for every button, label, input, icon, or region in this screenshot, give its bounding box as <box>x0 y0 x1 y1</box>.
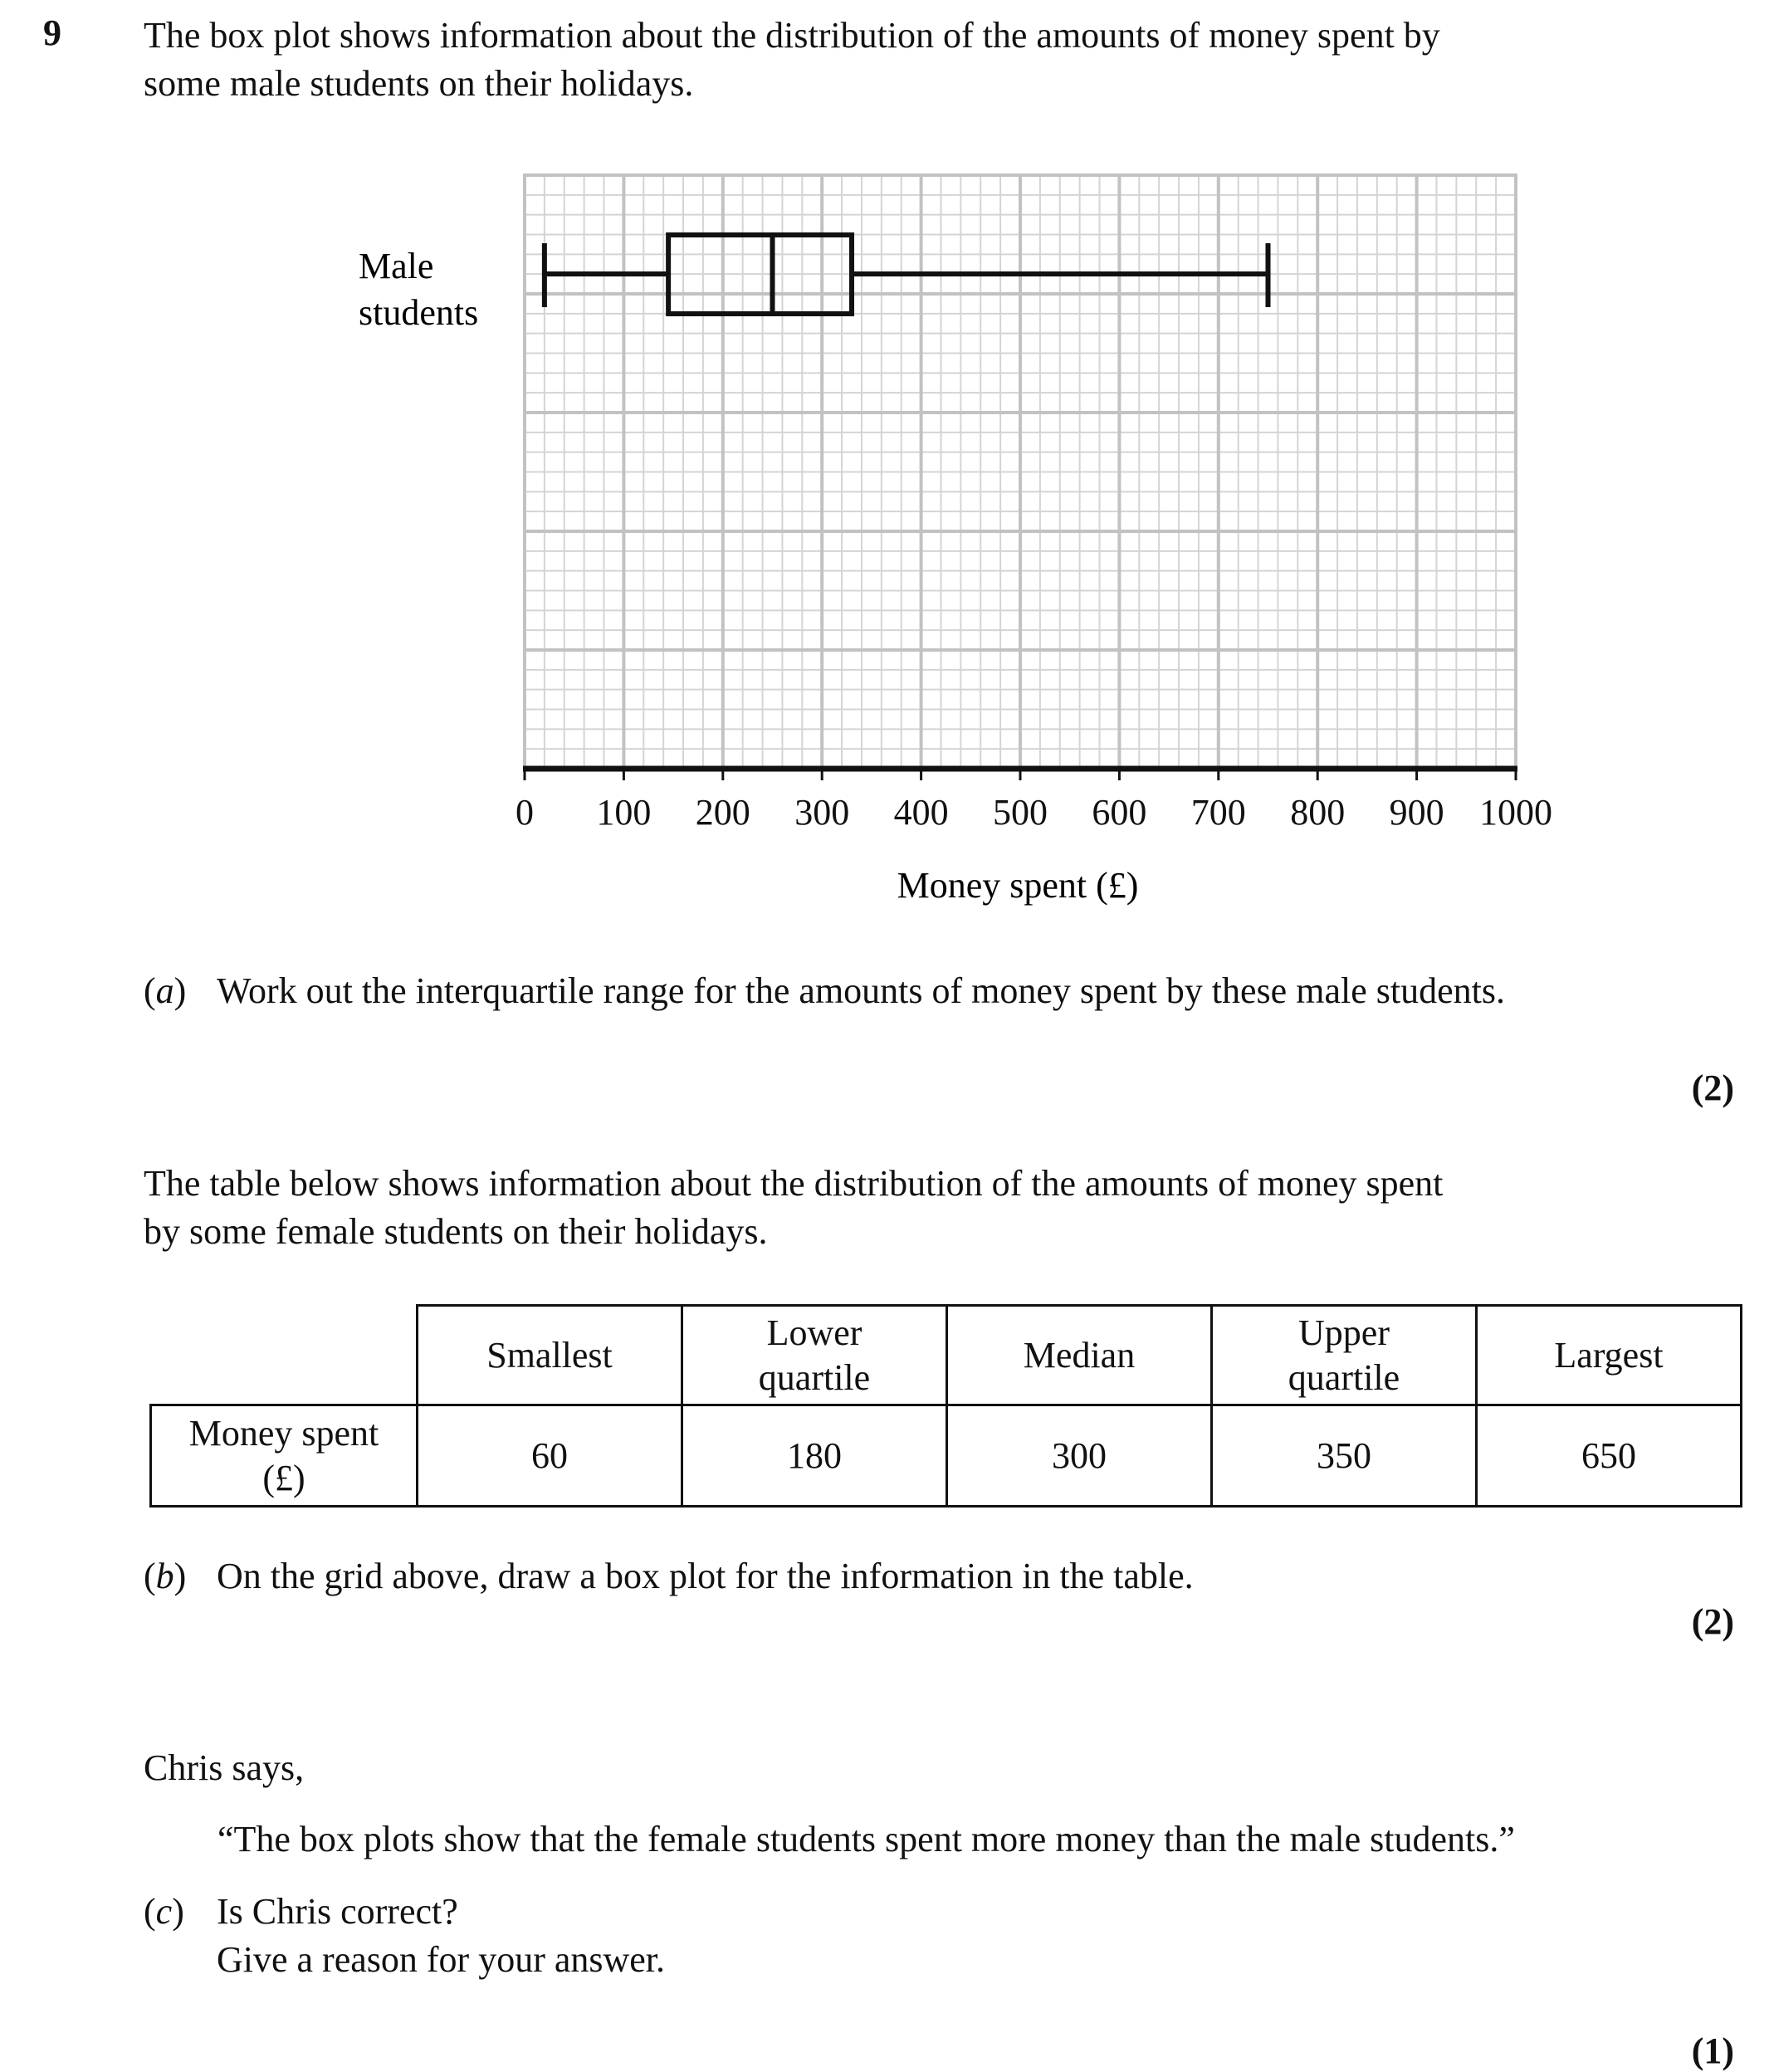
part-a-label: (a) <box>144 970 187 1011</box>
x-tick-label: 200 <box>695 792 750 833</box>
series-label-line-2: students <box>359 292 479 333</box>
chris-says: Chris says, <box>144 1747 305 1788</box>
x-tick-labels <box>516 792 1552 833</box>
intro-line-2: some male students on their holidays. <box>144 63 694 104</box>
female-data-table <box>149 1304 1742 1508</box>
header-uq-line-1: Upper <box>1298 1312 1390 1353</box>
x-tick-label: 500 <box>993 792 1048 833</box>
part-b-marks: (2) <box>1691 1601 1734 1642</box>
x-tick-label: 300 <box>794 792 850 833</box>
part-a <box>144 967 1704 1015</box>
table-header-row <box>151 1306 1742 1405</box>
x-tick-label: 600 <box>1092 792 1147 833</box>
x-axis <box>523 769 1517 780</box>
header-lq-line-1: Lower <box>766 1312 863 1353</box>
row-label-money-spent <box>151 1405 418 1507</box>
part-c <box>144 1888 1638 1984</box>
value-largest: 650 <box>1477 1405 1742 1507</box>
intro-line-1: The box plot shows information about the distribution of the amounts of money spent by <box>144 15 1440 56</box>
header-uq-line-2: quartile <box>1288 1356 1400 1398</box>
part-c-label: (c) <box>144 1891 184 1932</box>
header-lq-line-2: quartile <box>758 1356 871 1398</box>
part-c-marks: (1) <box>1691 2030 1734 2071</box>
question-number: 9 <box>43 12 61 53</box>
x-tick-label: 900 <box>1389 792 1444 833</box>
table-row <box>151 1405 1742 1507</box>
part-b-label: (b) <box>144 1556 187 1596</box>
part-c-line-2: Give a reason for your answer. <box>217 1939 666 1980</box>
question-intro <box>144 12 1704 108</box>
value-smallest: 60 <box>418 1405 682 1507</box>
female-intro-line-2: by some female students on their holidays. <box>144 1211 768 1252</box>
female-intro <box>144 1160 1704 1256</box>
box-plot-chart <box>315 162 1577 926</box>
x-tick-label: 700 <box>1190 792 1246 833</box>
header-smallest <box>418 1306 682 1405</box>
x-tick-label: 0 <box>516 792 534 833</box>
chris-quote: “The box plots show that the female students spent more money than the male students.” <box>217 1819 1515 1859</box>
x-tick-label: 800 <box>1290 792 1346 833</box>
header-upper-quartile <box>1212 1306 1477 1405</box>
value-median: 300 <box>947 1405 1212 1507</box>
part-c-line-1: Is Chris correct? <box>217 1891 458 1932</box>
header-largest-text: Largest <box>1554 1334 1664 1376</box>
header-lower-quartile <box>682 1306 947 1405</box>
x-tick-label: 100 <box>596 792 652 833</box>
x-tick-label: 1000 <box>1479 792 1552 833</box>
header-smallest-text: Smallest <box>486 1334 613 1376</box>
x-tick-label: 400 <box>893 792 949 833</box>
table-corner-cell <box>151 1306 418 1405</box>
header-median-text: Median <box>1023 1334 1136 1376</box>
series-label-line-1: Male <box>359 246 434 286</box>
part-b-text: On the grid above, draw a box plot for the information in the table. <box>217 1556 1194 1596</box>
female-intro-line-1: The table below shows information about the distribution of the amounts of money spent <box>144 1163 1444 1204</box>
part-a-marks: (2) <box>1691 1068 1734 1108</box>
x-axis-label: Money spent (£) <box>897 865 1139 906</box>
value-lower-quartile: 180 <box>682 1405 947 1507</box>
header-largest <box>1477 1306 1742 1405</box>
part-a-text: Work out the interquartile range for the amounts of money spent by these male students. <box>217 970 1505 1011</box>
value-upper-quartile: 350 <box>1212 1405 1477 1507</box>
header-median <box>947 1306 1212 1405</box>
part-b <box>144 1552 1704 1600</box>
row-label-line-2: (£) <box>262 1457 305 1498</box>
row-label-line-1: Money spent <box>188 1412 379 1454</box>
